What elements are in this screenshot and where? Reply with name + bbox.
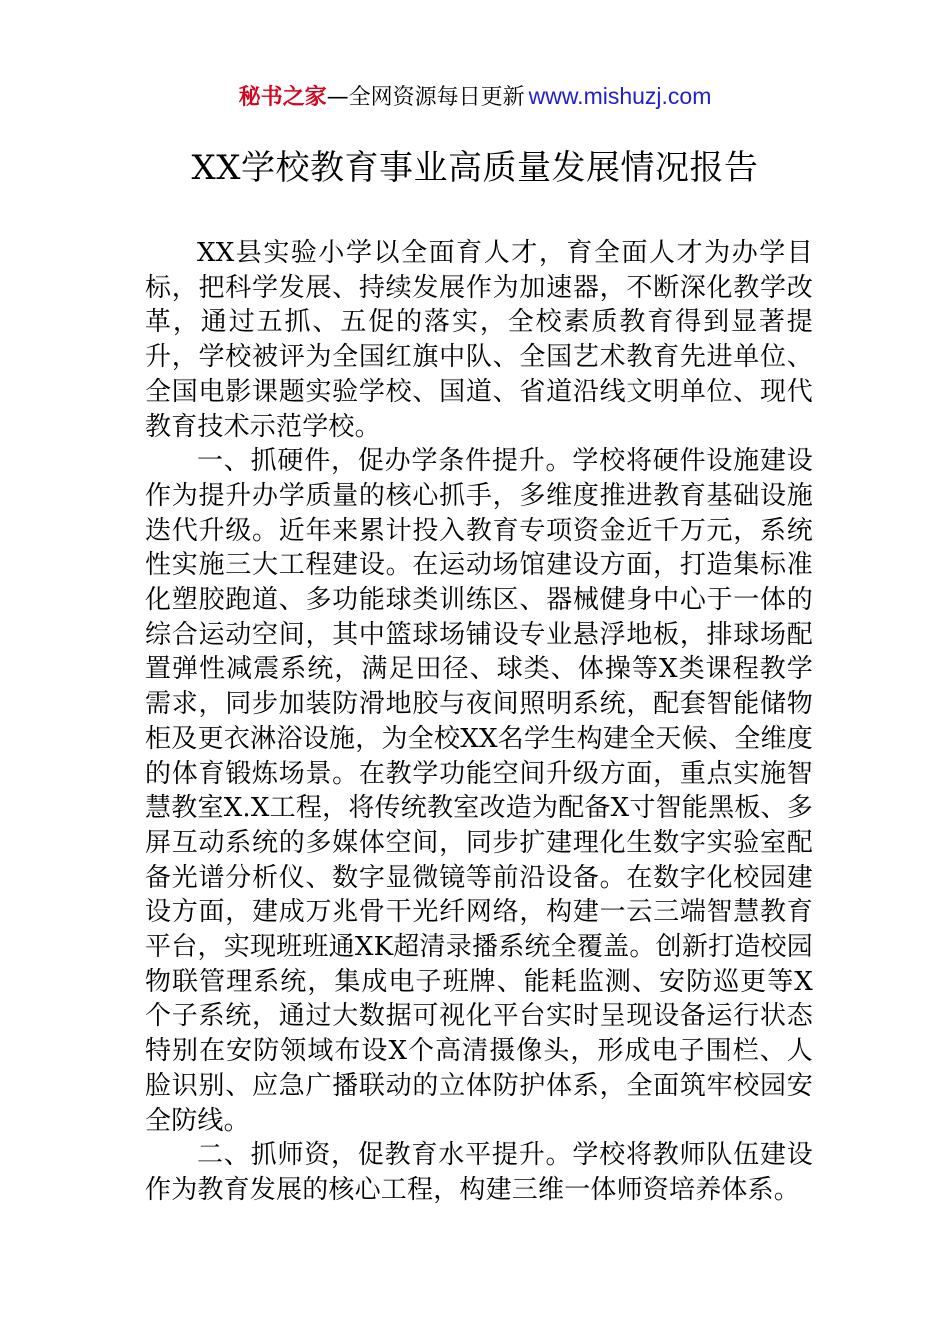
site-header [0, 80, 950, 114]
paragraph-teachers: 二、抓师资，促教育水平提升。学校将教师队伍建设作为教育发展的核心工程，构建三维一体师资培养体系。 [145, 1140, 813, 1205]
document-body [145, 236, 813, 1208]
site-brand: 秘书之家 [238, 85, 327, 110]
paragraph-intro: XX县实验小学以全面育人才，育全面人才为办学目标，把科学发展、持续发展作为加速器，不断深化教学改革，通过五抓、五促的落实，全校素质教育得到显著提升，学校被评为全国红旗中队、全国艺术教育先进单位、全国电影课题实验学校、国道、省道沿线文明单位、现代教育技术示范学校。 [145, 238, 813, 442]
document-title: XX学校教育事业高质量发展情况报告 [191, 148, 759, 188]
site-tagline: —全网资源每日更新 [326, 85, 525, 110]
site-url-link[interactable]: www.mishuzj.com [528, 83, 712, 109]
paragraph-hardware: 一、抓硬件，促办学条件提升。学校将硬件设施建设作为提升办学质量的核心抓手，多维度推进教育基础设施迭代升级。近年来累计投入教育专项资金近千万元，系统性实施三大工程建设。在运动场馆建设方面，打造集标准化塑胶跑道、多功能球类训练区、器械健身中心于一体的综合运动空间，其中篮球场铺设专业悬浮地板，排球场配置弹性减震系统，满足田径、球类、体操等X类课程教学需求，同步加装防滑地胶与夜间照明系统，配套智能储物柜及更衣淋浴设施，为全校XX名学生构建全天候、全维度的体育锻炼场景。在教学功能空间升级方面，重点实施智慧教室X.X工程，将传统教室改造为配备X寸智能黑板、多屏互动系统的多媒体空间，同步扩建理化生数字实验室配备光谱分析仪、数字显微镜等前沿设备。在数字化校园建设方面，建成万兆骨干光纤网络，构建一云三端智慧教育平台，实现班班通XK超清录播系统全覆盖。创新打造校园物联管理系统，集成电子班牌、能耗监测、安防巡更等X个子系统，通过大数据可视化平台实时呈现设备运行状态特别在安防领域布设X个高清摄像头，形成电子围栏、人脸识别、应急广播联动的立体防护体系，全面筑牢校园安全防线。 [145, 446, 813, 1136]
